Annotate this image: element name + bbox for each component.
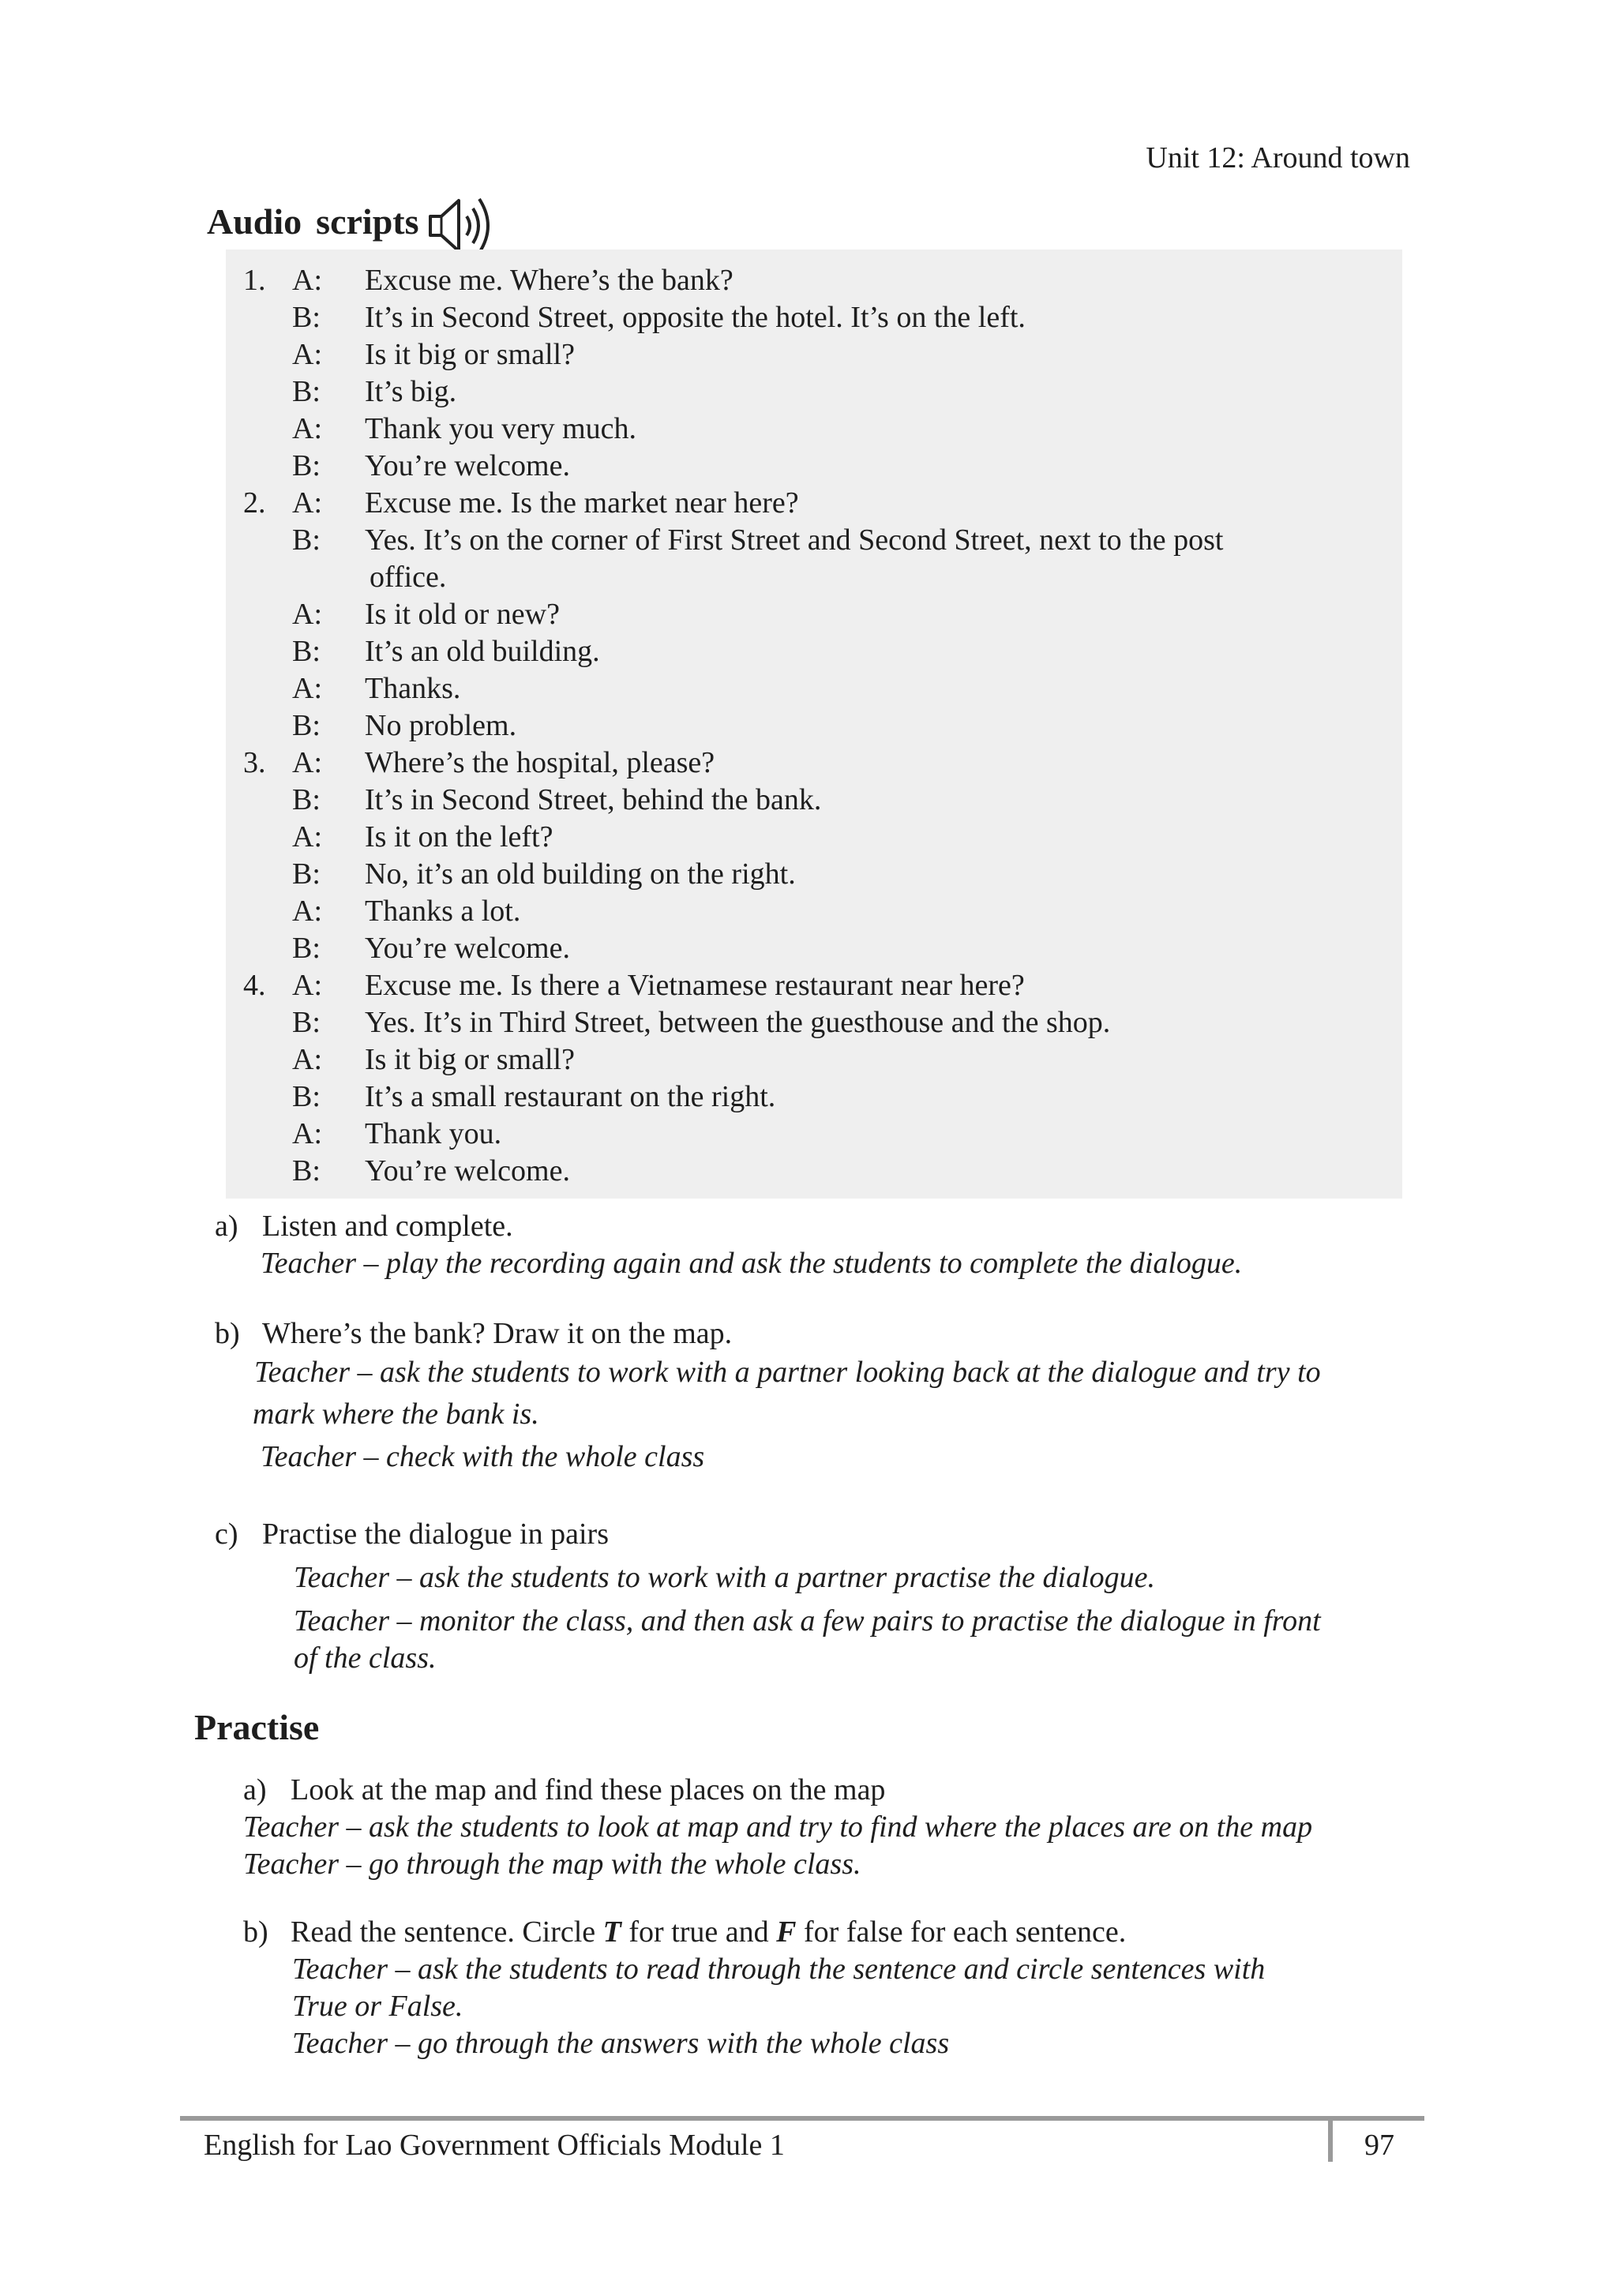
dialogue-text: Excuse me. Is there a Vietnamese restaurant near here?: [365, 969, 1025, 1002]
script-line: [226, 522, 1402, 559]
speaker-label: B:: [292, 783, 321, 816]
dialogue-text: Thank you very much.: [365, 412, 637, 445]
script-line: [226, 670, 1402, 707]
script-line: [226, 411, 1402, 448]
teacher-note: of the class.: [294, 1641, 437, 1675]
speaker-label: B:: [292, 449, 321, 482]
speaker-label: A:: [292, 746, 322, 779]
audio-script-box: [226, 249, 1402, 1199]
script-line: [226, 448, 1402, 485]
speaker-label: A:: [292, 338, 322, 371]
speaker-label: B:: [292, 709, 321, 742]
activity-label: b): [215, 1317, 240, 1350]
teacher-note: mark where the bank is.: [253, 1397, 539, 1431]
dialogue-text: Thanks a lot.: [365, 895, 521, 928]
dialogue-number: 1.: [243, 264, 266, 297]
dialogue-text: It’s big.: [365, 375, 457, 408]
teacher-note: Teacher – check with the whole class: [261, 1440, 705, 1473]
script-line: [226, 596, 1402, 633]
dialogue-text: Is it old or new?: [365, 598, 560, 631]
speaker-label: A:: [292, 486, 322, 520]
dialogue-text: It’s an old building.: [365, 635, 600, 668]
activity-label: a): [215, 1210, 238, 1243]
dialogue-text: It’s in Second Street, behind the bank.: [365, 783, 822, 816]
teacher-note: Teacher – ask the students to work with a partner practise the dialogue.: [294, 1561, 1156, 1594]
speaker-label: B:: [292, 523, 321, 557]
footer-rule: [180, 2116, 1424, 2121]
title-text: for false for each sentence.: [796, 1915, 1127, 1949]
script-line: [226, 262, 1402, 299]
teacher-note: Teacher – play the recording again and ask the students to complete the dialogue.: [261, 1247, 1243, 1280]
speaker-label: B:: [292, 635, 321, 668]
dialogue-text: You’re welcome.: [365, 932, 570, 965]
page-number: 97: [1364, 2129, 1394, 2162]
footer-title: English for Lao Government Officials Module 1: [204, 2129, 785, 2162]
dialogue-text: Excuse me. Is the market near here?: [365, 486, 799, 520]
speaker-label: A:: [292, 1117, 322, 1150]
activity-title: Practise the dialogue in pairs: [262, 1518, 609, 1551]
activity-title: Look at the map and find these places on the map: [291, 1773, 886, 1806]
dialogue-text: Is it big or small?: [365, 1043, 575, 1076]
speaker-label: A:: [292, 1043, 322, 1076]
script-line: [226, 707, 1402, 745]
audio-heading-word: Audio: [207, 201, 302, 242]
teacher-note: Teacher – ask the students to look at map and try to find where the places are on the map: [243, 1810, 1313, 1844]
speaker-label: B:: [292, 1006, 321, 1039]
footer-divider: [1328, 2116, 1333, 2162]
teacher-note: Teacher – ask the students to read through the sentence and circle sentences with: [292, 1953, 1266, 1986]
activity-b: [215, 1315, 1415, 1473]
dialogue-text: Is it on the left?: [365, 820, 553, 853]
activity-c: [215, 1516, 1415, 1682]
script-line-continuation: [226, 559, 1402, 596]
script-line: [226, 1079, 1402, 1116]
true-letter: T: [602, 1915, 621, 1949]
script-line: [226, 336, 1402, 373]
practise-a: [243, 1772, 1428, 1890]
title-text: Read the sentence. Circle: [291, 1915, 603, 1949]
speaker-label: A:: [292, 969, 322, 1002]
dialogue-text: Thanks.: [365, 672, 461, 705]
script-line: [226, 1153, 1402, 1190]
speaker-label: B:: [292, 301, 321, 334]
dialogue-text: No, it’s an old building on the right.: [365, 857, 796, 891]
script-line: [226, 1004, 1402, 1041]
teacher-note: True or False.: [292, 1990, 463, 2023]
speaker-label: A:: [292, 264, 322, 297]
dialogue-text: It’s a small restaurant on the right.: [365, 1080, 776, 1113]
script-line: [226, 373, 1402, 411]
dialogue-text: Where’s the hospital, please?: [365, 746, 715, 779]
teacher-note: Teacher – go through the answers with the whole class: [292, 2027, 950, 2060]
script-line: [226, 782, 1402, 819]
speaker-label: A:: [292, 598, 322, 631]
dialogue-text: Thank you.: [365, 1117, 502, 1150]
practise-b: [243, 1914, 1428, 2072]
activity-label: a): [243, 1773, 267, 1806]
title-text: for true and: [621, 1915, 777, 1949]
practise-heading: Practise: [194, 1707, 320, 1747]
activity-label: c): [215, 1518, 238, 1551]
speaker-icon: [427, 194, 503, 257]
activity-title: Listen and complete.: [262, 1210, 513, 1243]
dialogue-number: 4.: [243, 969, 266, 1002]
dialogue-text: office.: [370, 561, 447, 594]
script-line: [226, 485, 1402, 522]
script-line: [226, 633, 1402, 670]
teacher-note: Teacher – ask the students to work with a partner looking back at the dialogue and try to: [254, 1356, 1321, 1389]
script-line: [226, 930, 1402, 967]
dialogue-text: You’re welcome.: [365, 1154, 570, 1187]
script-line: [226, 856, 1402, 893]
unit-header: Unit 12: Around town: [1146, 141, 1410, 174]
dialogue-text: Yes. It’s on the corner of First Street and Second Street, next to the post: [365, 523, 1224, 557]
speaker-label: A:: [292, 672, 322, 705]
dialogue-number: 3.: [243, 746, 266, 779]
dialogue-number: 2.: [243, 486, 266, 520]
speaker-label: B:: [292, 375, 321, 408]
dialogue-text: You’re welcome.: [365, 449, 570, 482]
dialogue-text: Yes. It’s in Third Street, between the guesthouse and the shop.: [365, 1006, 1111, 1039]
script-line: [226, 299, 1402, 336]
script-line: [226, 1041, 1402, 1079]
speaker-label: A:: [292, 820, 322, 853]
dialogue-text: Is it big or small?: [365, 338, 575, 371]
speaker-label: B:: [292, 1080, 321, 1113]
script-line: [226, 745, 1402, 782]
script-line: [226, 893, 1402, 930]
script-line: [226, 1116, 1402, 1153]
speaker-label: B:: [292, 932, 321, 965]
teacher-note: Teacher – go through the map with the whole class.: [243, 1848, 861, 1881]
false-letter: F: [776, 1915, 797, 1949]
activity-a: [215, 1208, 1415, 1287]
audio-scripts-heading: [207, 186, 503, 257]
scripts-heading-word: scripts: [316, 201, 419, 242]
speaker-label: A:: [292, 412, 322, 445]
activity-title: Where’s the bank? Draw it on the map.: [262, 1317, 733, 1350]
activity-label: b): [243, 1915, 268, 1949]
speaker-label: A:: [292, 895, 322, 928]
speaker-label: B:: [292, 1154, 321, 1187]
script-line: [226, 967, 1402, 1004]
activity-title: [291, 1914, 1126, 1951]
script-line: [226, 819, 1402, 856]
dialogue-text: Excuse me. Where’s the bank?: [365, 264, 733, 297]
dialogue-text: It’s in Second Street, opposite the hotel. It’s on the left.: [365, 301, 1026, 334]
speaker-label: B:: [292, 857, 321, 891]
dialogue-text: No problem.: [365, 709, 517, 742]
teacher-note: Teacher – monitor the class, and then ask a few pairs to practise the dialogue in front: [294, 1604, 1321, 1638]
